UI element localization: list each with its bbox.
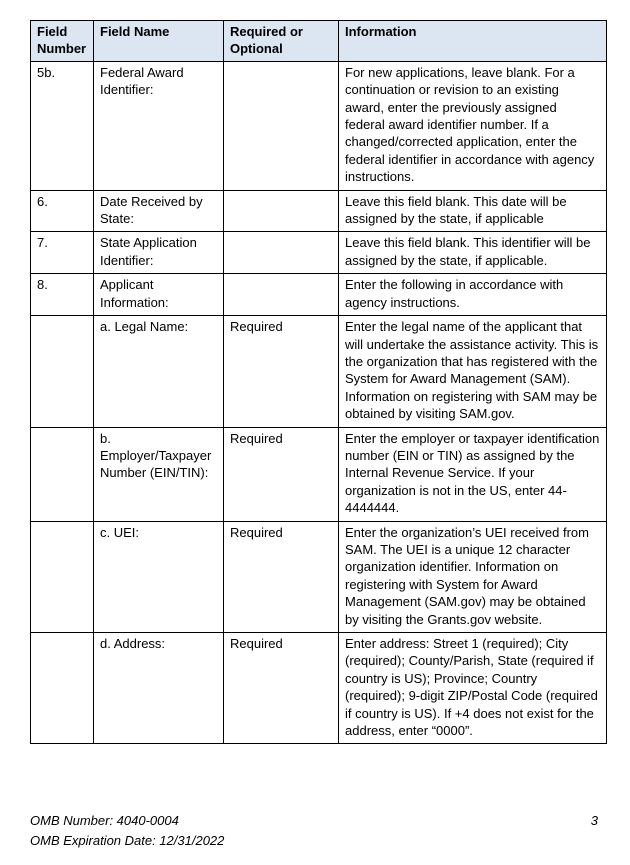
omb-expiration-date: OMB Expiration Date: 12/31/2022 — [30, 833, 225, 848]
cell-information: Enter address: Street 1 (required); City (required); County/Parish, State (required if country is US); Province; Country (required); 9-digit ZIP/Postal Code (required if country is US). If +4 does not exist for the address, enter “0000”. — [339, 633, 607, 744]
header-required-or-optional: Required or Optional — [224, 21, 339, 62]
header-information: Information — [339, 21, 607, 62]
table-row — [31, 61, 607, 190]
cell-required — [224, 232, 339, 274]
cell-field-number — [31, 427, 94, 521]
cell-field-name: d. Address: — [94, 633, 224, 744]
header-field-name: Field Name — [94, 21, 224, 62]
table-row — [31, 427, 607, 521]
field-instructions-table — [30, 20, 607, 744]
cell-information: Enter the employer or taxpayer identification number (EIN or TIN) as assigned by the Internal Revenue Service. If your organization is not in the US, enter 44-4444444. — [339, 427, 607, 521]
cell-field-name: a. Legal Name: — [94, 316, 224, 427]
header-field-number: Field Number — [31, 21, 94, 62]
table-row — [31, 316, 607, 427]
table-header-row — [31, 21, 607, 62]
cell-field-number: 7. — [31, 232, 94, 274]
cell-field-number — [31, 633, 94, 744]
page-footer — [30, 811, 598, 851]
cell-information: For new applications, leave blank. For a continuation or revision to an existing award, enter the previously assigned federal award identifier number. If a changed/corrected application, enter the federal identifier in accordance with agency instructions. — [339, 61, 607, 190]
cell-required: Required — [224, 633, 339, 744]
cell-field-number — [31, 316, 94, 427]
omb-number: OMB Number: 4040-0004 — [30, 813, 179, 828]
cell-field-number: 5b. — [31, 61, 94, 190]
cell-field-name: c. UEI: — [94, 521, 224, 632]
cell-required: Required — [224, 316, 339, 427]
cell-required — [224, 190, 339, 232]
table-row — [31, 521, 607, 632]
cell-field-name: b. Employer/Taxpayer Number (EIN/TIN): — [94, 427, 224, 521]
cell-required: Required — [224, 427, 339, 521]
table-row — [31, 232, 607, 274]
cell-information: Enter the legal name of the applicant that will undertake the assistance activity. This is the organization that has registered with the System for Award Management (SAM). Information on registering with SAM may be obtained by visiting SAM.gov. — [339, 316, 607, 427]
cell-field-name: Applicant Information: — [94, 274, 224, 316]
cell-information: Enter the following in accordance with agency instructions. — [339, 274, 607, 316]
table-row — [31, 633, 607, 744]
cell-information: Leave this field blank. This date will be assigned by the state, if applicable — [339, 190, 607, 232]
table-row — [31, 274, 607, 316]
cell-field-name: Date Received by State: — [94, 190, 224, 232]
cell-required — [224, 61, 339, 190]
cell-field-number: 8. — [31, 274, 94, 316]
page-number: 3 — [590, 813, 598, 828]
cell-required — [224, 274, 339, 316]
cell-required: Required — [224, 521, 339, 632]
cell-field-name: State Application Identifier: — [94, 232, 224, 274]
table-row — [31, 190, 607, 232]
cell-field-name: Federal Award Identifier: — [94, 61, 224, 190]
cell-field-number — [31, 521, 94, 632]
cell-field-number: 6. — [31, 190, 94, 232]
cell-information: Enter the organization’s UEI received from SAM. The UEI is a unique 12 character organization identifier. Information on registering with System for Award Management (SAM.gov) may be obtained by visiting the Grants.gov website. — [339, 521, 607, 632]
cell-information: Leave this field blank. This identifier will be assigned by the state, if applicable. — [339, 232, 607, 274]
